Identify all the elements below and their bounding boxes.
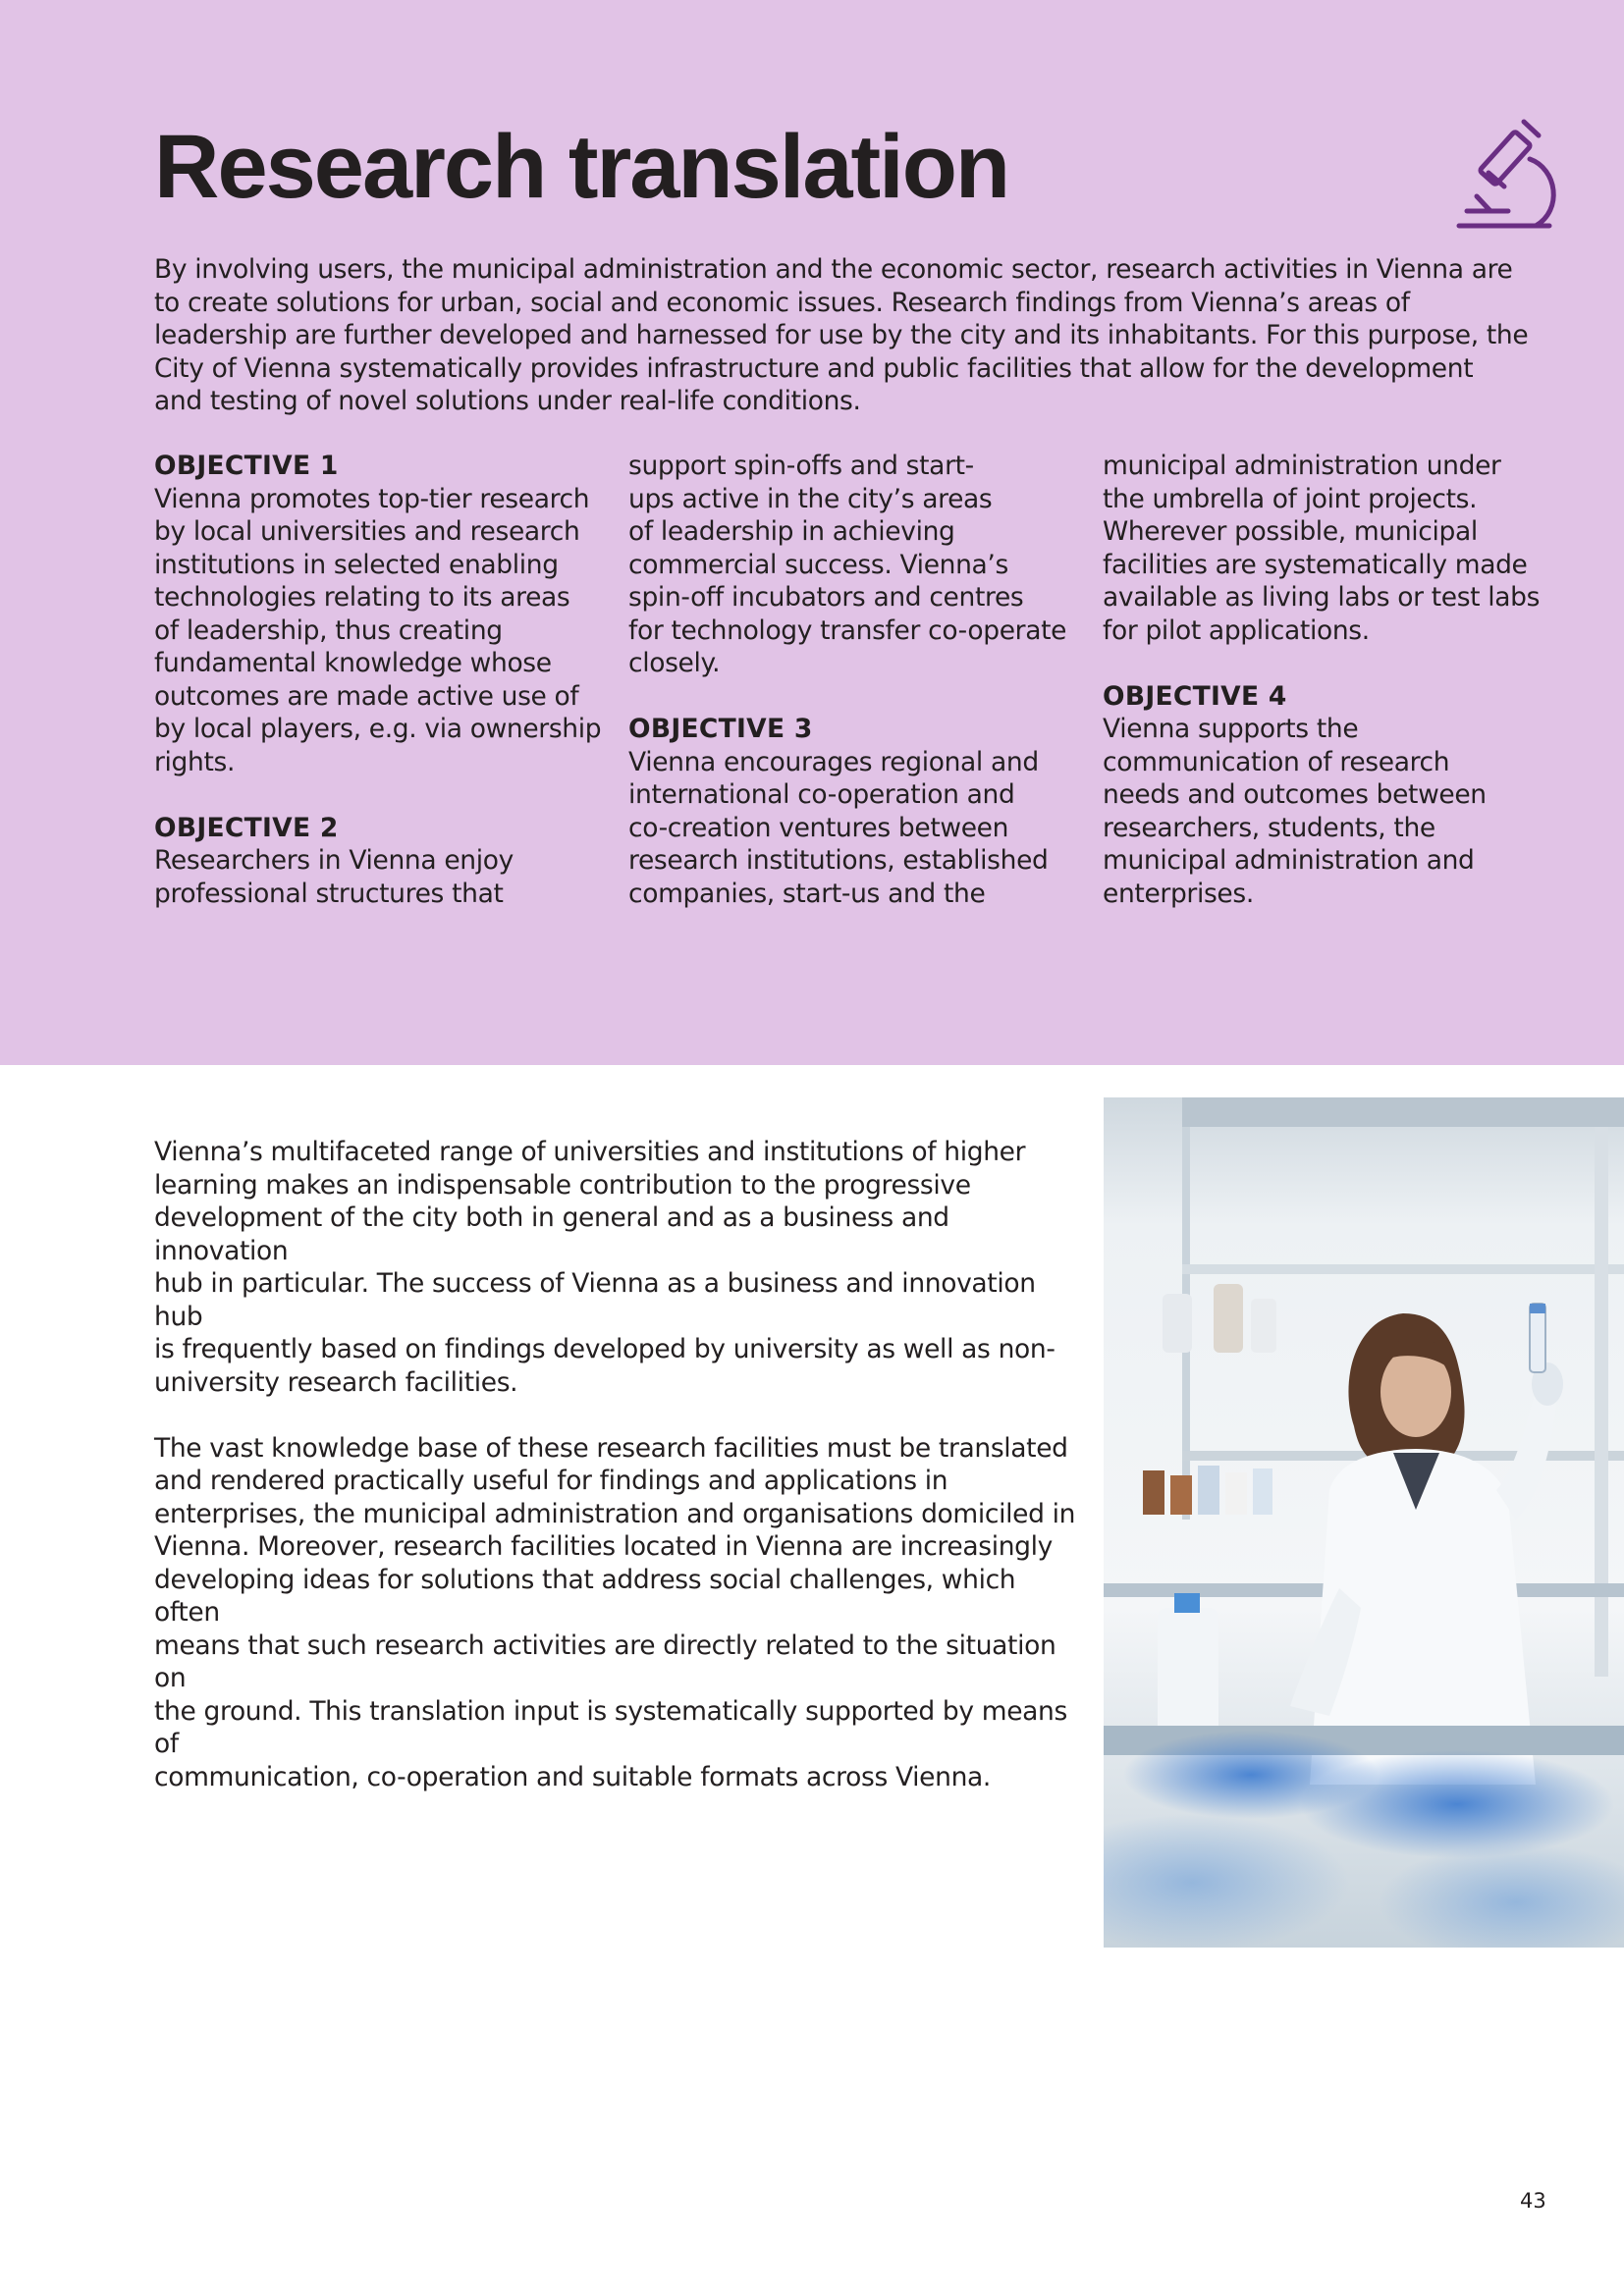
microscope-icon (1447, 110, 1575, 242)
body-paragraph-1 (154, 1136, 1087, 1399)
text-line: for pilot applications. (1103, 614, 1370, 646)
text-line: enterprises. (1103, 878, 1254, 909)
text-line: ups active in the city’s areas (628, 483, 993, 514)
text-line: municipal administration under (1103, 451, 1501, 481)
text-line: rights. (154, 746, 236, 777)
body-paragraph-2 (154, 1432, 1087, 1794)
text-line: Vienna encourages regional and (628, 746, 1039, 777)
text-line: the umbrella of joint projects. (1103, 483, 1478, 514)
objective-4-heading: OBJECTIVE 4 (1103, 680, 1287, 712)
text-line: university research facilities. (154, 1366, 518, 1398)
text-line: professional structures that (154, 878, 504, 909)
text-line: The vast knowledge base of these research facilities must be translated (154, 1432, 1068, 1464)
text-line: spin-off incubators and centres (628, 582, 1024, 613)
text-line: communication of research (1103, 746, 1450, 777)
text-line: Wherever possible, municipal (1103, 516, 1478, 547)
objectives-column-1 (154, 450, 606, 910)
text-line: available as living labs or test labs (1103, 582, 1541, 613)
objective-1-heading: OBJECTIVE 1 (154, 451, 339, 481)
text-line: means that such research activities are directly related to the situation on (154, 1629, 1056, 1693)
text-line: outcomes are made active use of (154, 680, 579, 712)
text-line: institutions in selected enabling (154, 549, 559, 580)
text-line: research institutions, established (628, 845, 1049, 876)
text-line: needs and outcomes between (1103, 779, 1487, 810)
objective-3-heading: OBJECTIVE 3 (628, 714, 813, 744)
text-line: for technology transfer co-operate (628, 614, 1067, 646)
text-line: closely. (628, 648, 721, 678)
text-line: and rendered practically useful for findings and applications in (154, 1466, 948, 1496)
intro-paragraph: By involving users, the municipal administration and the economic sector, research activities in Vienna are to create solutions for urban, social and economic issues. Research findings from Vienna’s areas of leadership are further developed and harnessed for use by the city and its inhabitants. For this purpose, the City of Vienna systematically provides infrastructure and public facilities that allow for the development and testing of novel solutions under real-life conditions. (154, 254, 1529, 416)
text-line: Vienna promotes top-tier research (154, 483, 590, 514)
text-line: of leadership in achieving (628, 516, 955, 547)
text-line: municipal administration and (1103, 845, 1475, 876)
text-line: researchers, students, the (1103, 812, 1435, 843)
objective-2-heading: OBJECTIVE 2 (154, 812, 339, 843)
text-line: of leadership, thus creating (154, 614, 503, 646)
text-line: the ground. This translation input is systematically supported by means of (154, 1695, 1067, 1759)
text-line: by local players, e.g. via ownership (154, 714, 602, 744)
text-line: by local universities and research (154, 516, 580, 547)
lab-scientist-photo (1104, 1097, 1624, 1948)
text-line: Researchers in Vienna enjoy (154, 845, 514, 876)
body-text (154, 1136, 1087, 1827)
text-line: companies, start-us and the (628, 878, 986, 909)
objectives-column-2 (628, 450, 1080, 910)
page-number: 43 (1520, 2189, 1546, 2213)
text-line: facilities are systematically made (1103, 549, 1528, 580)
text-line: enterprises, the municipal administration and organisations domiciled in (154, 1498, 1076, 1529)
text-line: hub in particular. The success of Vienna as a business and innovation hub (154, 1268, 1036, 1332)
page-title: Research translation (154, 117, 1009, 217)
text-line: international co-operation and (628, 779, 1015, 810)
text-line: Vienna supports the (1103, 714, 1359, 744)
text-line: Vienna. Moreover, research facilities located in Vienna are increasingly (154, 1531, 1053, 1562)
text-line: co-creation ventures between (628, 812, 1009, 843)
text-line: developing ideas for solutions that address social challenges, which often (154, 1564, 1016, 1628)
photo-illustration (1104, 1097, 1624, 1948)
text-line: fundamental knowledge whose (154, 648, 552, 678)
text-line: is frequently based on findings developed by university as well as non- (154, 1334, 1056, 1364)
text-line: communication, co-operation and suitable formats across Vienna. (154, 1761, 991, 1792)
text-line: support spin-offs and start- (628, 451, 974, 481)
text-line: commercial success. Vienna’s (628, 549, 1008, 580)
text-line: learning makes an indispensable contribution to the progressive (154, 1169, 971, 1201)
text-line: Vienna’s multifaceted range of universities and institutions of higher (154, 1137, 1026, 1167)
objectives-column-3 (1103, 450, 1554, 910)
text-line: development of the city both in general and as a business and innovation (154, 1202, 949, 1266)
text-line: technologies relating to its areas (154, 582, 570, 613)
